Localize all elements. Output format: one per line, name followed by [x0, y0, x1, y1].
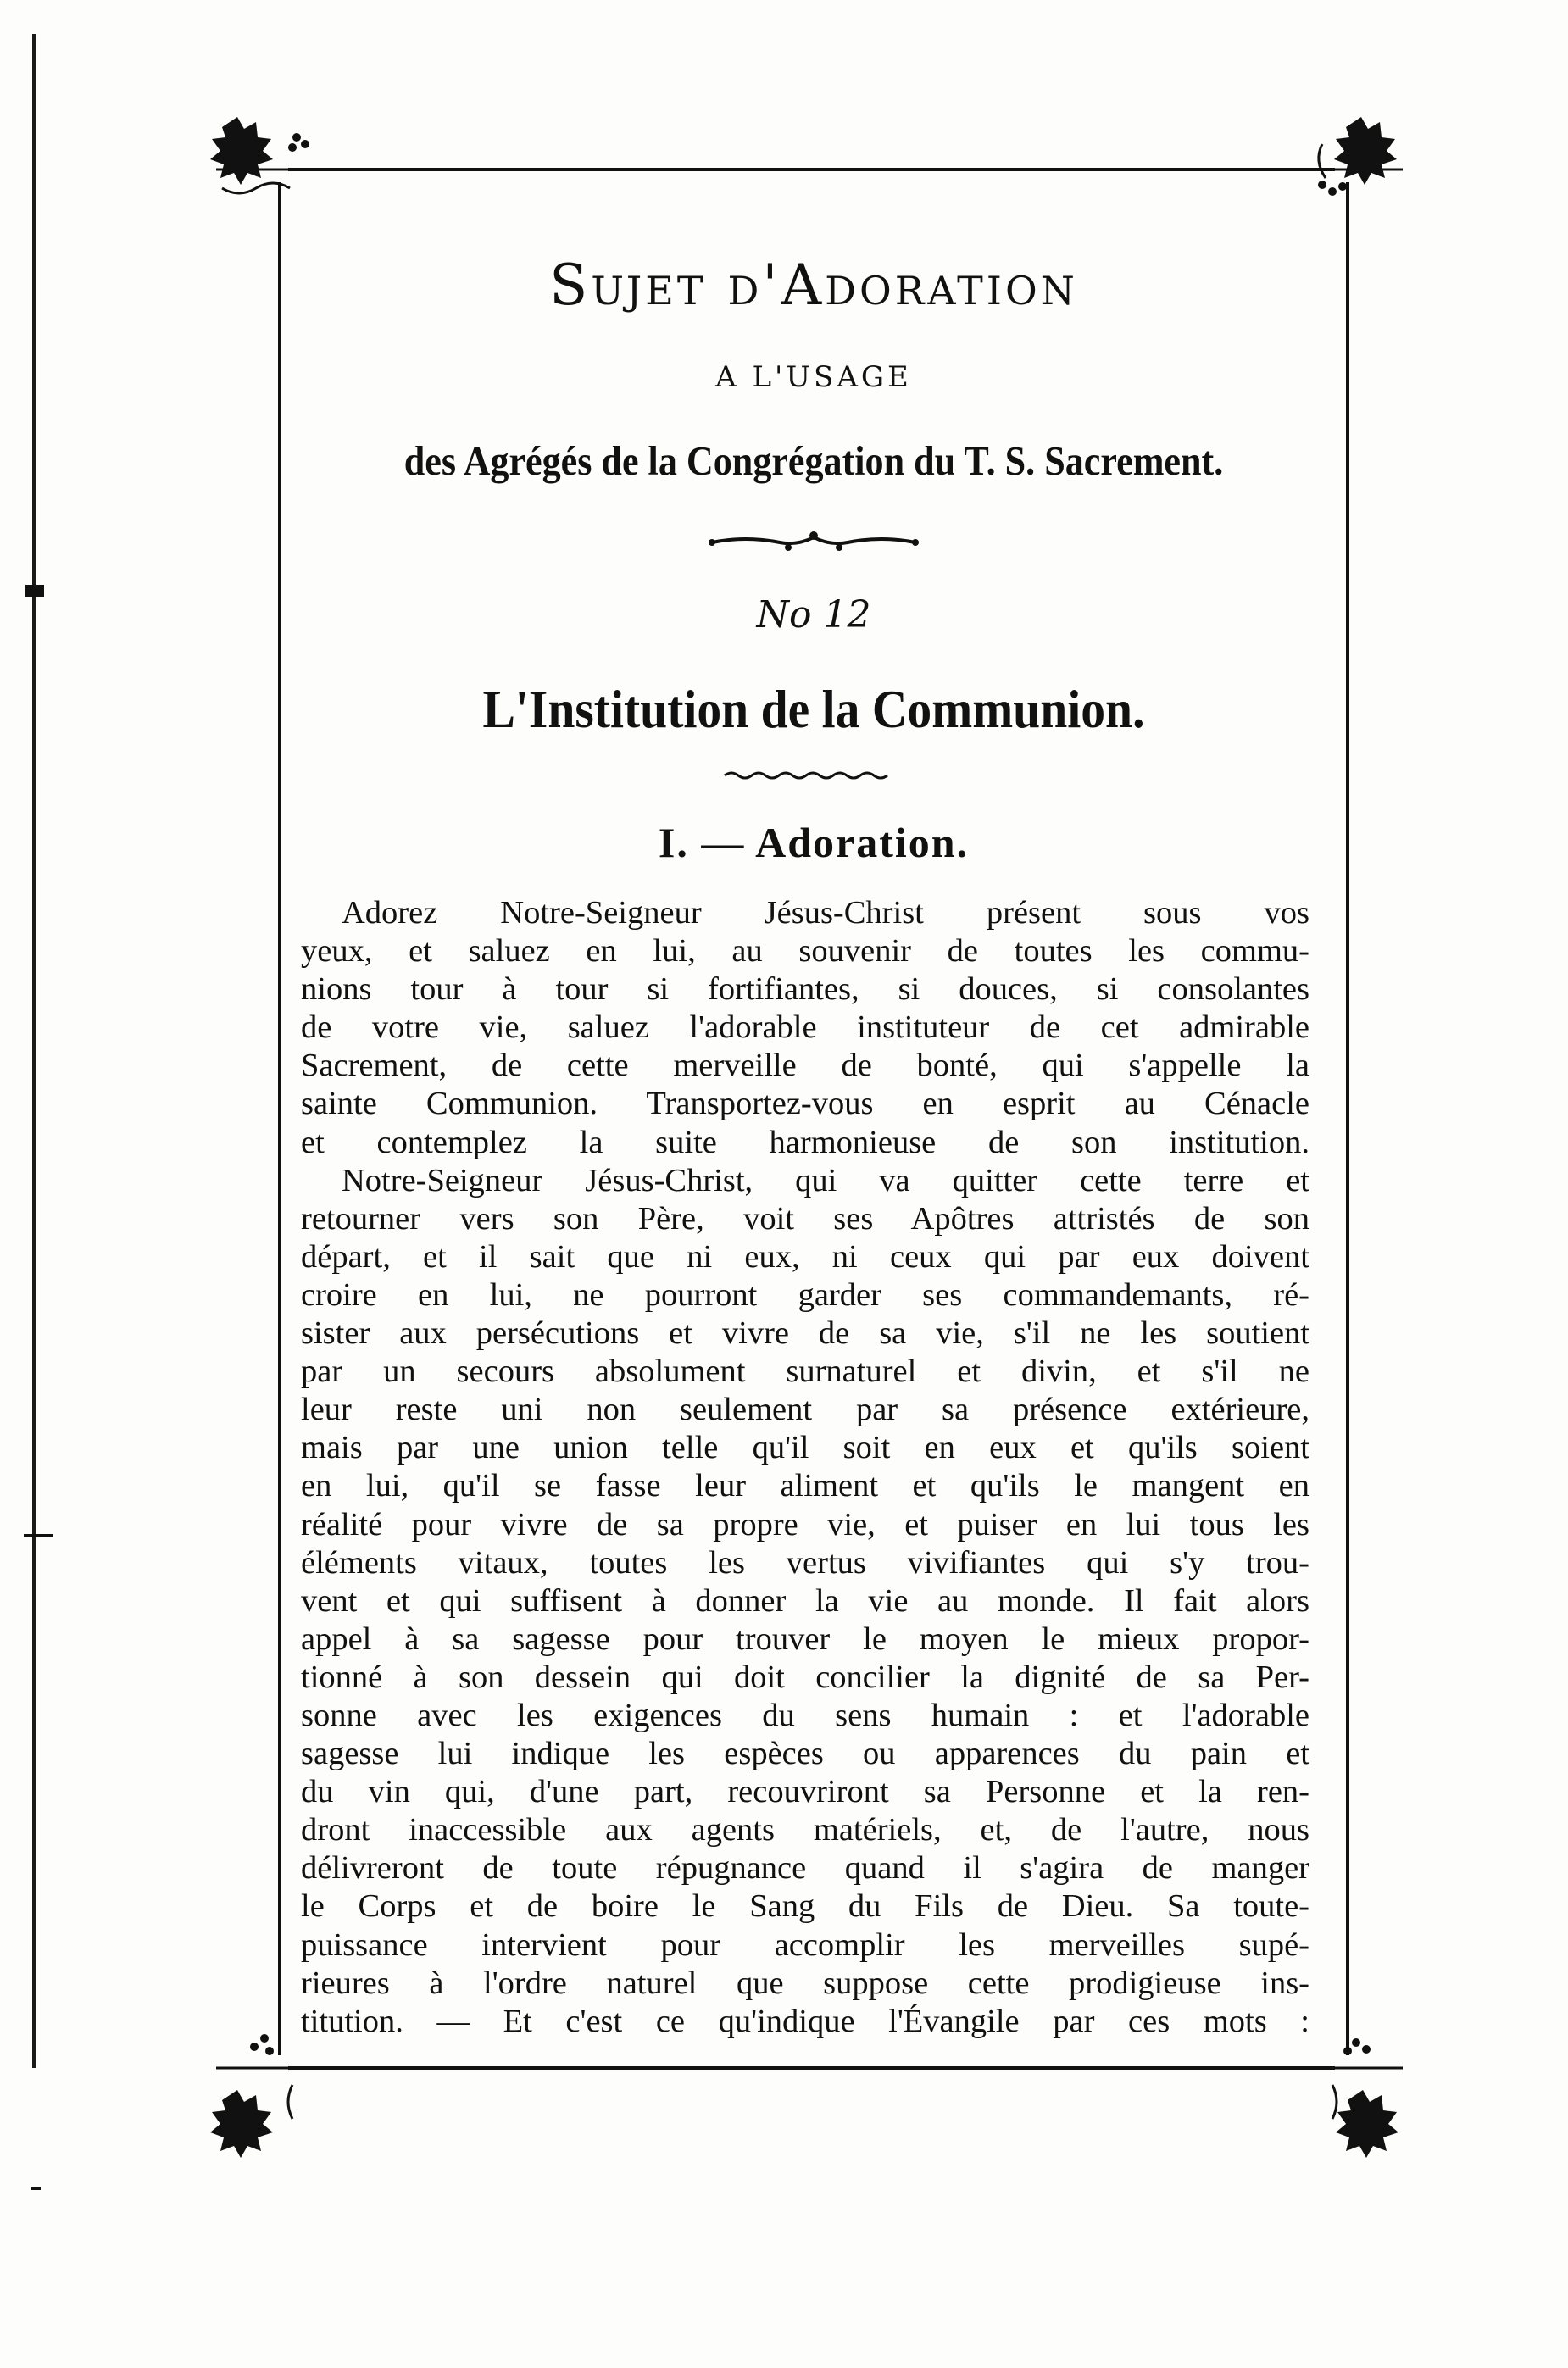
- body-line: sister aux persécutions et vivre de sa vie, s'il ne les soutient: [301, 1315, 1309, 1352]
- body-line: Notre-Seigneur Jésus-Christ, qui va quitter cette terre et: [342, 1162, 1309, 1198]
- body-line: Sacrement, de cette merveille de bonté, qui s'appelle la: [301, 1048, 1309, 1084]
- part-heading: I. — Adoration.: [658, 819, 970, 866]
- body-line: le Corps et de boire le Sang du Fils de Dieu. Sa toute-: [301, 1888, 1309, 1925]
- body-line: croire en lui, ne pourront garder ses commandemants, ré-: [301, 1276, 1309, 1313]
- scan-mark: [25, 585, 44, 597]
- body-line: sonne avec les exigences du sens humain : et l'adorable: [301, 1697, 1309, 1733]
- body-line: délivreront de toute répugnance quand il s'agira de manger: [301, 1850, 1309, 1887]
- body-line: mais par une union telle qu'il soit en eux et qu'ils soient: [301, 1430, 1309, 1466]
- body-line: appel à sa sagesse pour trouver le moyen le mieux propor-: [301, 1620, 1309, 1657]
- body-line: leur reste uni non seulement par sa présence extérieure,: [301, 1392, 1309, 1428]
- body-line: sagesse lui indique les espèces ou apparences du pain et: [301, 1736, 1309, 1772]
- body-line: rieures à l'ordre naturel que suppose cette prodigieuse ins-: [301, 1965, 1309, 2001]
- scan-mark: [31, 2187, 41, 2190]
- body-line: de votre vie, saluez l'adorable instituteur de cet admirable: [301, 1009, 1309, 1046]
- body-line: yeux, et saluez en lui, au souvenir de toutes les commu-: [301, 933, 1309, 970]
- scan-mark: [24, 1534, 53, 1537]
- body-line: du vin qui, d'une part, recouvriront sa Personne et la ren-: [301, 1774, 1309, 1810]
- vine-leaf-corner-ornament: [1318, 117, 1397, 196]
- body-line: puissance intervient pour accomplir les merveilles supé-: [301, 1926, 1309, 1963]
- body-line: éléments vitaux, toutes les vertus vivifiantes qui s'y trou-: [301, 1544, 1309, 1581]
- body-line: réalité pour vivre de sa propre vie, et puiser en lui tous les: [301, 1506, 1309, 1543]
- vine-leaf-corner-ornament: [210, 2034, 292, 2158]
- divider-flourish: [703, 525, 924, 559]
- scan-edge-line: [32, 34, 36, 2068]
- body-line: sainte Communion. Transportez-vous en esprit au Cénacle: [301, 1086, 1309, 1122]
- page-title: Sujet d'Adoration: [549, 253, 1078, 318]
- body-line: nions tour à tour si fortifiantes, si douces, si consolantes: [301, 971, 1309, 1008]
- body-line: tionné à son dessein qui doit concilier la dignité de sa Per-: [301, 1659, 1309, 1695]
- issue-number: No 12: [756, 593, 871, 636]
- body-line: par un secours absolument surnaturel et divin, et s'il ne: [301, 1354, 1309, 1390]
- body-line: vent et qui suffisent à donner la vie au monde. Il fait alors: [301, 1582, 1309, 1619]
- body-line: retourner vers son Père, voit ses Apôtres attristés de son: [301, 1200, 1309, 1237]
- body-text: [301, 894, 1309, 2041]
- vine-leaf-corner-ornament: [210, 117, 309, 193]
- body-line: titution. — Et c'est ce qu'indique l'Évangile par ces mots :: [301, 2003, 1309, 2039]
- congregation-subtitle: des Agrégés de la Congrégation du T. S. Sacrement.: [403, 437, 1224, 484]
- body-line: en lui, qu'il se fasse leur aliment et qu'ils le mangent en: [301, 1468, 1309, 1504]
- body-line: départ, et il sait que ni eux, ni ceux qui par eux doivent: [301, 1238, 1309, 1275]
- body-line: Adorez Notre-Seigneur Jésus-Christ présent sous vos: [342, 895, 1309, 931]
- body-line: et contemplez la suite harmonieuse de son institution.: [301, 1124, 1309, 1160]
- vine-leaf-corner-ornament: [1332, 2038, 1398, 2158]
- section-title: L'Institution de la Communion.: [482, 679, 1145, 739]
- usage-subtitle: A L'USAGE: [715, 360, 912, 394]
- wavy-rule: [720, 767, 890, 784]
- body-line: dront inaccessible aux agents matériels, et, de l'autre, nous: [301, 1812, 1309, 1848]
